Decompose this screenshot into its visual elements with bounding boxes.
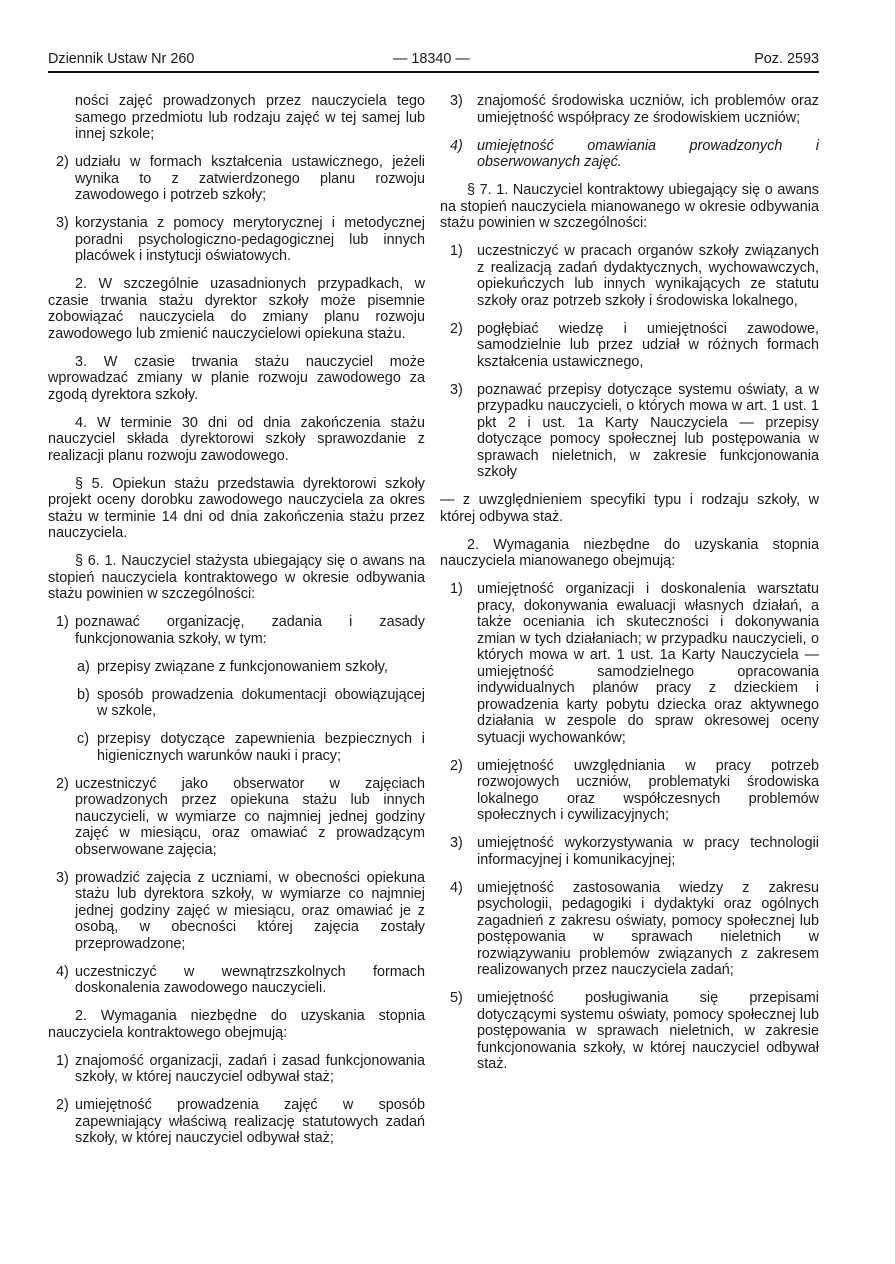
item-number: 3) — [56, 869, 69, 886]
list-item — [48, 659, 425, 676]
paragraph-text: uczestniczyć w wewnątrzszkolnych formach doskonalenia zawodowego nauczycieli. — [75, 963, 425, 996]
paragraph-text: znajomość organizacji, zadań i zasad funkcjonowania szkoły, w której nauczyciel odbywał staż; — [75, 1052, 425, 1085]
paragraph-text: umiejętność omawiania prowadzonych i obserwowanych zajęć. — [477, 137, 819, 170]
item-number: 4) — [450, 137, 463, 154]
list-item — [440, 243, 819, 309]
list-item — [48, 870, 425, 953]
paragraph-text: prowadzić zajęcia z uczniami, w obecności opiekuna stażu lub dyrektora szkoły, w wymiarze co najmniej jednej godziny zajęć w miesiącu, oraz omawiać je z osobą, w obecności której zajęcia zostały przeprowadzone; — [75, 869, 425, 952]
item-number: 2) — [56, 154, 69, 170]
paragraph — [48, 354, 425, 404]
paragraph-text: uczestniczyć w pracach organów szkoły związanych z realizacją zadań dydaktycznych, wychowawczych, opiekuńczych lub innych wynikających ze statutu szkoły oraz potrzeb szkoły i środowiska lokalnego, — [477, 243, 819, 309]
page-number: — 18340 — — [393, 51, 470, 67]
list-item — [440, 382, 819, 481]
item-number: 2) — [450, 320, 463, 337]
paragraph — [440, 182, 819, 232]
list-item — [440, 93, 819, 126]
paragraph-text: umiejętność prowadzenia zajęć w sposób zapewniający właściwą realizację statutowych zadań szkoły, w której nauczyciel odbywał staż; — [75, 1097, 425, 1146]
page-header — [48, 51, 819, 73]
item-number: 2) — [450, 757, 463, 774]
item-number: a) — [77, 658, 90, 675]
paragraph-text: § 5. Opiekun stażu przedstawia dyrektorowi szkoły projekt oceny dorobku zawodowego nauczyciela za okres stażu w terminie 14 dni od dnia zakończenia stażu przez nauczyciela. — [48, 475, 425, 541]
paragraph — [440, 537, 819, 570]
paragraph — [48, 476, 425, 542]
paragraph-text: § 7. 1. Nauczyciel kontraktowy ubiegający się o awans na stopień nauczyciela mianowanego w okresie odbywania stażu powinien w szczególności: — [440, 182, 819, 231]
item-number: 2) — [56, 775, 69, 792]
list-item — [48, 687, 425, 720]
paragraph-text: 3. W czasie trwania stażu nauczyciel może wprowadzać zmiany w planie rozwoju zawodowego za zgodą dyrektora szkoły. — [48, 353, 425, 403]
paragraph-text: umiejętność uwzględniania w pracy potrzeb rozwojowych uczniów, problematyki środowiska lokalnego oraz współczesnych problemów społecznych i cywilizacyjnych; — [477, 757, 819, 823]
paragraph — [48, 415, 425, 465]
paragraph — [48, 553, 425, 603]
list-item — [440, 138, 819, 171]
paragraph-text: umiejętność zastosowania wiedzy z zakresu psychologii, pedagogiki i dydaktyki oraz ogólnych zagadnień z zakresu oświaty, pomocy społecznej lub postępowania w sprawach nieletnich w rozwiązywaniu problemów związanych z zakresem realizowanych przez nauczyciela zadań; — [477, 879, 819, 978]
paragraph-text: umiejętność organizacji i doskonalenia warsztatu pracy, dokonywania ewaluacji własnych działań, a także oceniania ich skuteczności i dokonywania zmian w tych działaniach; w przypadku nauczycieli, o których mowa w art. 1 ust. 1a Karty Nauczyciela — umiejętność samodzielnego opracowania indywidualnych planów pracy z dzieckiem i prowadzenia karty pobytu dziecka oraz aktywnego działania w zespole do spraw okresowej oceny sytuacji wychowanków; — [477, 581, 819, 746]
paragraph-text: — z uwzględnieniem specyfiki typu i rodzaju szkoły, w której odbywa staż. — [440, 492, 819, 525]
paragraph-text: znajomość środowiska uczniów, ich problemów oraz umiejętność współpracy ze środowiskiem uczniów; — [477, 93, 819, 126]
list-item — [48, 154, 425, 204]
paragraph-text: poznawać przepisy dotyczące systemu oświaty, a w przypadku nauczycieli, o których mowa w art. 1 ust. 1 pkt 2 i ust. 1a Karty Nauczyciela — przepisy dotyczące pomocy społecznej lub postępowania w sprawach nieletnich, w zakresie funkcjonowania szkoły — [477, 381, 819, 480]
paragraph-text: umiejętność wykorzystywania w pracy technologii informacyjnej i komunikacyjnej; — [477, 835, 819, 868]
list-item — [440, 835, 819, 868]
paragraph-text: sposób prowadzenia dokumentacji obowiązującej w szkole, — [97, 686, 425, 719]
list-item — [48, 614, 425, 647]
item-number: 1) — [56, 1052, 69, 1069]
left-column — [48, 93, 425, 1158]
list-item — [48, 776, 425, 859]
paragraph-text: ności zajęć prowadzonych przez nauczyciela tego samego przedmiotu lub rodzaju zajęć w tej samej lub innej szkole; — [75, 93, 425, 142]
paragraph-text: umiejętność posługiwania się przepisami dotyczącymi systemu oświaty, pomocy społecznej lub postępowania w sprawach nieletnich, w zakresie funkcjonowania szkoły, w której nauczyciel odbywał staż. — [477, 990, 819, 1072]
paragraph — [48, 93, 425, 143]
paragraph-text: przepisy związane z funkcjonowaniem szkoły, — [97, 658, 388, 675]
item-number: 3) — [450, 835, 463, 851]
paragraph-text: udziału w formach kształcenia ustawicznego, jeżeli wynika to z zatwierdzonego planu rozwoju zawodowego i potrzeb szkoły; — [75, 154, 425, 203]
paragraph-text: 2. Wymagania niezbędne do uzyskania stopnia nauczyciela kontraktowego obejmują: — [48, 1008, 425, 1041]
list-item — [440, 758, 819, 824]
item-number: 3) — [450, 381, 463, 398]
paragraph-text: 4. W terminie 30 dni od dnia zakończenia stażu nauczyciel składa dyrektorowi szkoły sprawozdanie z realizacji planu rozwoju zawodowego. — [48, 414, 425, 464]
list-item — [48, 215, 425, 265]
item-number: 4) — [56, 963, 69, 980]
paragraph-text: poznawać organizację, zadania i zasady funkcjonowania szkoły, w tym: — [75, 614, 425, 647]
list-item — [48, 1053, 425, 1086]
item-number: 5) — [450, 990, 463, 1006]
paragraph — [48, 276, 425, 342]
item-number: 1) — [450, 581, 463, 597]
list-item — [48, 731, 425, 764]
item-number: 4) — [450, 879, 463, 896]
paragraph-text: § 6. 1. Nauczyciel stażysta ubiegający się o awans na stopień nauczyciela kontraktowego w okresie odbywania stażu powinien w szczególności: — [48, 553, 425, 602]
item-number: c) — [77, 731, 89, 747]
item-number: b) — [77, 686, 90, 703]
list-item — [440, 581, 819, 746]
list-item — [440, 990, 819, 1073]
paragraph-text: pogłębiać wiedzę i umiejętności zawodowe, samodzielnie lub przez udział w różnych formach kształcenia ustawicznego, — [477, 320, 819, 370]
list-item — [440, 321, 819, 371]
list-item — [48, 1097, 425, 1147]
paragraph-text: 2. Wymagania niezbędne do uzyskania stopnia nauczyciela mianowanego obejmują: — [440, 536, 819, 569]
position-number: Poz. 2593 — [754, 51, 819, 67]
right-column — [440, 93, 819, 1084]
paragraph — [48, 1008, 425, 1041]
journal-title: Dziennik Ustaw Nr 260 — [48, 51, 195, 67]
paragraph-text: przepisy dotyczące zapewnienia bezpiecznych i higienicznych warunków nauki i pracy; — [97, 731, 425, 764]
list-item — [48, 964, 425, 997]
item-number: 2) — [56, 1097, 69, 1113]
item-number: 1) — [56, 614, 69, 630]
paragraph-text: korzystania z pomocy merytorycznej i metodycznej poradni psychologiczno-pedagogicznej lub innych placówek i instytucji oświatowych. — [75, 215, 425, 264]
paragraph-text: 2. W szczególnie uzasadnionych przypadkach, w czasie trwania stażu dyrektor szkoły może pisemnie zobowiązać nauczyciela do zmiany planu rozwoju zawodowego lub zmienić nauczycielowi opiekuna stażu. — [48, 276, 425, 342]
item-number: 3) — [450, 93, 463, 109]
paragraph-text: uczestniczyć jako obserwator w zajęciach prowadzonych przez opiekuna stażu lub innych nauczycieli, w wymiarze co najmniej jednej godziny zajęć w miesiącu, oraz omawiać z prowadzącym obserwowane zajęcia; — [75, 775, 425, 858]
item-number: 3) — [56, 215, 69, 231]
item-number: 1) — [450, 243, 463, 259]
list-item — [440, 880, 819, 979]
paragraph — [440, 492, 819, 525]
